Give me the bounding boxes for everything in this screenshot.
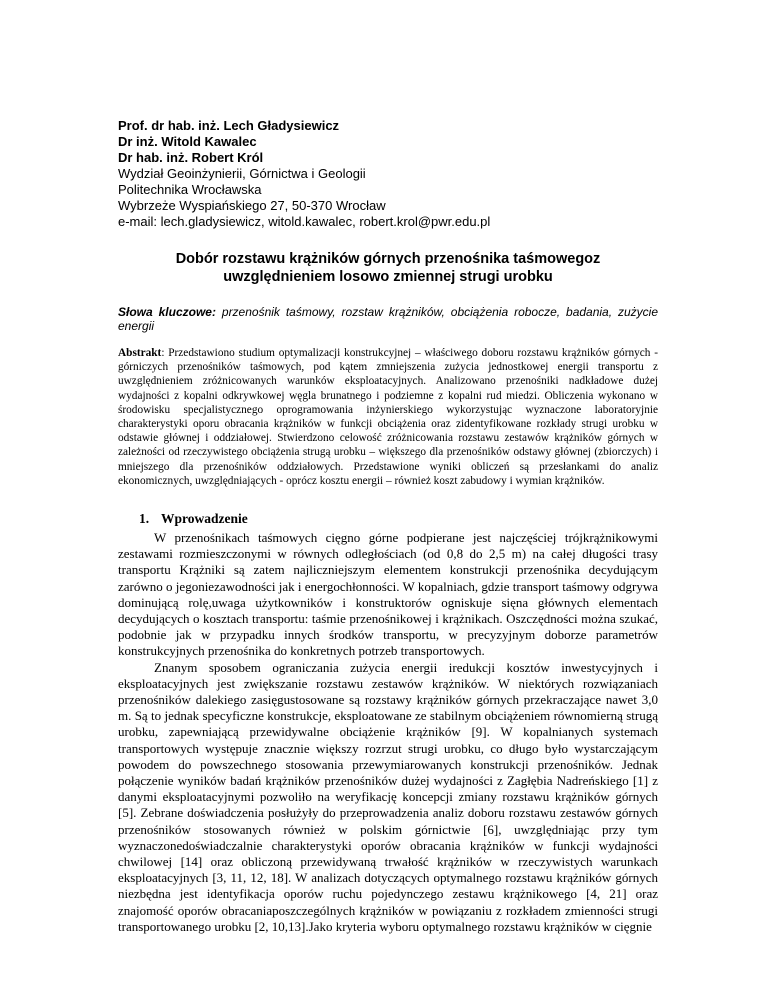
affiliation-email: e-mail: lech.gladysiewicz, witold.kawalec, robert.krol@pwr.edu.pl (118, 214, 491, 229)
author-block (118, 118, 678, 230)
abstract-label: Abstrakt (118, 347, 162, 359)
body-text (118, 530, 658, 935)
abstract-text: : Przedstawiono studium optymalizacji konstrukcyjnej – właściwego doboru rozstawu krążników górnych - górniczych przenośników taśmowych, pod kątem zmniejszenia zużycia jednostkowej energii transportu z uwzględnieniem zróżnicowanych warunków eksploatacyjnych. Analizowano przenośniki nadkładowe dużej wydajności z kopalni odkrywkowej węgla brunatnego i podziemne z kopalni rud miedzi. Obliczenia wykonano w środowisku specjalistycznego oprogramowania inżynierskiego wykorzystując wyznaczone laboratoryjnie charakterystyki oporu obracania krążników w funkcji obciążenia oraz zidentyfikowane rozkłady strugi urobku w odstawie głównej i oddziałowej. Stwierdzono celowość zróżnicowania rozstawu zestawów krążników górnych w zależności od rzeczywistego obciążenia strugą urobku – większego dla przenośników odstawy głównej (zbiorczych) i mniejszego dla przenośników oddziałowych. Przedstawione wyniki obliczeń są przesłankami do analiz ekonomicznych, uwzględniających - oprócz kosztu energii – również koszt zabudowy i wymian krążników. (118, 347, 658, 487)
paragraph: W przenośnikach taśmowych cięgno górne podpierane jest najczęściej trójkrążnikowymi zestawami rozmieszczonymi w równych odległościach (od 0,8 do 2,5 m) na całej długości trasy transportu Krążniki są zatem najliczniejszym elementem konstrukcji przenośnika decydującym zarówno o jegoniezawodności jak i energochłonności. W kopalniach, gdzie transport taśmowy odgrywa dominującą rolę,uwaga użytkowników i konstruktorów ogniskuje sięna głównych elementach decydujących o kosztach transportu: taśmie przenośnikowej i krążnikach. Oszczędności można szukać, podobnie jak w przypadku innych środków transportu, w precyzyjnym doborze parametrów konstrukcyjnych przenośnika do konkretnych potrzeb transportowych. (118, 530, 658, 659)
abstract (118, 346, 658, 488)
affiliation-address: Wybrzeże Wyspiańskiego 27, 50-370 Wrocław (118, 198, 386, 213)
author-name: Prof. dr hab. inż. Lech Gładysiewicz (118, 118, 340, 133)
author-name: Dr inż. Witold Kawalec (118, 134, 257, 149)
affiliation-university: Politechnika Wrocławska (118, 182, 262, 197)
section-heading (139, 511, 248, 527)
keywords-label: Słowa kluczowe: (118, 305, 216, 319)
paragraph: Znanym sposobem ograniczania zużycia energii iredukcji kosztów inwestycyjnych i eksploatacyjnych jest zwiększanie rozstawu zestawów krążników. W niektórych rozwiązaniach przenośników dalekiego zasięgustosowane są rozstawy krążników górnych przekraczające nawet 3,0 m. Są to jednak specyficzne konstrukcje, eksploatowane ze stabilnym obciążeniem równomierną strugą urobku, zapewniającą przewidywalne obciążenie krążników [9]. W kopalnianych systemach transportowych występuje znacznie większy rozrzut strugi urobku, co długo było wystarczającym powodem do powszechnego stosowania przewymiarowanych konstrukcji przenośników. Jednak połączenie wyników badań krążników przenośników dużej wydajności z Zagłębia Nadreńskiego [1] z danymi eksploatacyjnymi pozwoliło na weryfikację koncepcji zmiany rozstawu krążników górnych [5]. Zebrane doświadczenia posłużyły do przeprowadzenia analiz doboru rozstawu zestawów górnych przenośników stosowanych również w polskim górnictwie [6], uwzględniając przy tym wyznaczonedoświadczalnie charakterystyki oporów obracania krążników w funkcji wydajności chwilowej [14] oraz obliczoną przewidywaną trwałość krążników w rzeczywistych warunkach eksploatacyjnych [3, 11, 12, 18]. W analizach dotyczących optymalnego rozstawu krążników górnych niezbędna jest identyfikacja oporów ruchu pojedynczego zestawu krążnikowego [4, 21] oraz znajomość oporów obracaniaposzczególnych krążników w powiązaniu z rozkładem zmienności strugi transportowanego urobku [2, 10,13].Jako kryteria wyboru optymalnego rozstawu krążników w cięgnie (118, 659, 658, 934)
keywords-text: przenośnik taśmowy, rozstaw krążników, obciążenia robocze, badania, zużycie energii (118, 305, 659, 333)
paper-title: Dobór rozstawu krążników górnych przenośnika taśmowegoz uwzględnieniem losowo zmiennej strugi urobku (175, 251, 601, 285)
author-name: Dr hab. inż. Robert Król (118, 150, 264, 165)
section-number: 1. (139, 511, 150, 526)
affiliation-department: Wydział Geoinżynierii, Górnictwa i Geologii (118, 166, 366, 181)
section-title: Wprowadzenie (161, 511, 248, 526)
keywords (118, 305, 658, 333)
